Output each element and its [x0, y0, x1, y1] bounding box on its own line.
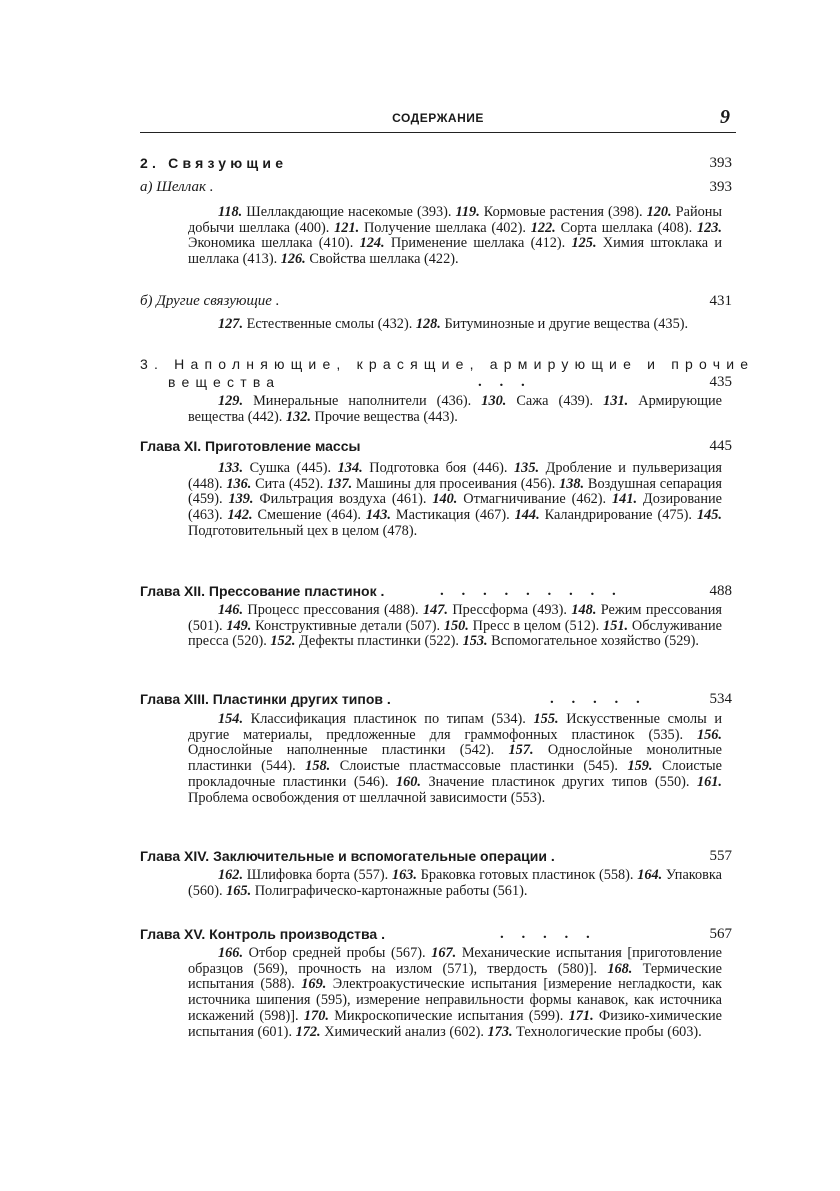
- toc-label: б) Другие связующие .: [140, 293, 280, 309]
- toc-label: а) Шеллак .: [140, 179, 214, 195]
- toc-label: Глава XII. Прессование пластинок .: [140, 583, 385, 599]
- toc-paragraph-chapter-13: 154. Классификация пластинок по типам (534). 155. Искусственные смолы и другие материалы, предложенные для граммофонных пластинок (535). 156. Однослойные наполненные пластинки (542). 157. Однослойные монолитные пластинки (544). 158. Слоистые пластмассовые пластинки (545). 159. Слоистые прокладочные пластинки (546). 160. Значение пластинок других типов (550). 161. Проблема освобождения от шеллачной зависимости (553).: [188, 711, 723, 806]
- toc-entry-shellac: [140, 177, 736, 197]
- toc-entry-other-binders: [140, 291, 736, 311]
- toc-paragraph-chapter-15: 166. Отбор средней пробы (567). 167. Механические испытания [приготовление образцов (569), прочность на излом (571), твердость (580)]. 168. Термические испытания (588). 169. Электроакустические испытания [измерение негладкости, как источника шипения (595), измерение неправильности формы канавок, как источника искажений (598)]. 170. Микроскопические испытания (599). 171. Физико-химические испытания (601). 172. Химический анализ (602). 173. Технологические пробы (603).: [188, 945, 722, 1040]
- toc-label-line1: 3. Наполняющие, красящие, армирующие и прочие: [140, 356, 755, 372]
- toc-page-ref: 431: [709, 293, 732, 309]
- toc-entry-chapter-12: [140, 581, 736, 601]
- toc-label: Глава XIV. Заключительные и вспомогательные операции .: [140, 848, 555, 864]
- toc-entry-chapter-11: [140, 436, 736, 456]
- header-title: СОДЕРЖАНИЕ: [392, 111, 484, 125]
- toc-paragraph-shellac: 118. Шеллакдающие насекомые (393). 119. Кормовые растения (398). 120. Районы добычи шеллака (400). 121. Получение шеллака (402). 122. Сорта шеллака (408). 123. Экономика шеллака (410). 124. Применение шеллака (412). 125. Химия штоклака и шеллака (413). 126. Свойства шеллака (422).: [188, 204, 723, 268]
- running-header: [140, 108, 736, 133]
- toc-entry-chapter-13: [140, 689, 736, 709]
- toc-entry-binders: [140, 153, 736, 173]
- toc-page-ref: 557: [709, 848, 732, 864]
- toc-page-ref: 435: [709, 374, 732, 390]
- toc-label: Глава XV. Контроль производства .: [140, 926, 385, 942]
- toc-label: 2. Связующие: [140, 155, 288, 171]
- toc-page-ref: 393: [709, 155, 732, 171]
- toc-page-ref: 445: [709, 438, 732, 454]
- toc-entry-chapter-14: [140, 846, 736, 866]
- toc-label: Глава XI. Приготовление массы: [140, 438, 361, 454]
- toc-label-line2: вещества: [168, 374, 281, 390]
- toc-paragraph-other-binders: 127. Естественные смолы (432). 128. Битуминозные и другие вещества (435).: [218, 316, 689, 332]
- toc-page-ref: 534: [709, 691, 732, 707]
- toc-paragraph-chapter-12: 146. Процесс прессования (488). 147. Прессформа (493). 148. Режим прессования (501). 149. Конструктивные детали (507). 150. Пресс в целом (512). 151. Обслуживание пресса (520). 152. Дефекты пластинки (522). 153. Вспомогательное хозяйство (529).: [188, 602, 722, 650]
- toc-page-ref: 393: [709, 179, 732, 195]
- toc-paragraph-fillers: 129. Минеральные наполнители (436). 130. Сажа (439). 131. Армирующие вещества (442). 132. Прочие вещества (443).: [188, 393, 723, 425]
- toc-leaders: . . . . . . . . .: [440, 583, 623, 599]
- toc-page-ref: 567: [709, 926, 732, 942]
- toc-entry-chapter-15: [140, 924, 736, 944]
- page-number: 9: [720, 106, 730, 128]
- toc-leaders: . . .: [478, 374, 532, 390]
- toc-label: Глава XIII. Пластинки других типов .: [140, 691, 391, 707]
- toc-leaders: . . . . .: [500, 926, 597, 942]
- toc-leaders: . . . . .: [550, 691, 647, 707]
- toc-page: [140, 0, 755, 1191]
- toc-paragraph-chapter-11: 133. Сушка (445). 134. Подготовка боя (446). 135. Дробление и пульверизация (448). 136. Сита (452). 137. Машины для просеивания (456). 138. Воздушная сепарация (459). 139. Фильтрация воздуха (461). 140. Отмагничивание (462). 141. Дозирование (463). 142. Смешение (464). 143. Мастикация (467). 144. Каландрирование (475). 145. Подготовительный цех в целом (478).: [188, 460, 722, 539]
- toc-page-ref: 488: [709, 583, 732, 599]
- toc-paragraph-chapter-14: 162. Шлифовка борта (557). 163. Браковка готовых пластинок (558). 164. Упаковка (560). 165. Полиграфическо-картонажные работы (561).: [188, 867, 722, 899]
- toc-entry-fillers: [140, 354, 755, 392]
